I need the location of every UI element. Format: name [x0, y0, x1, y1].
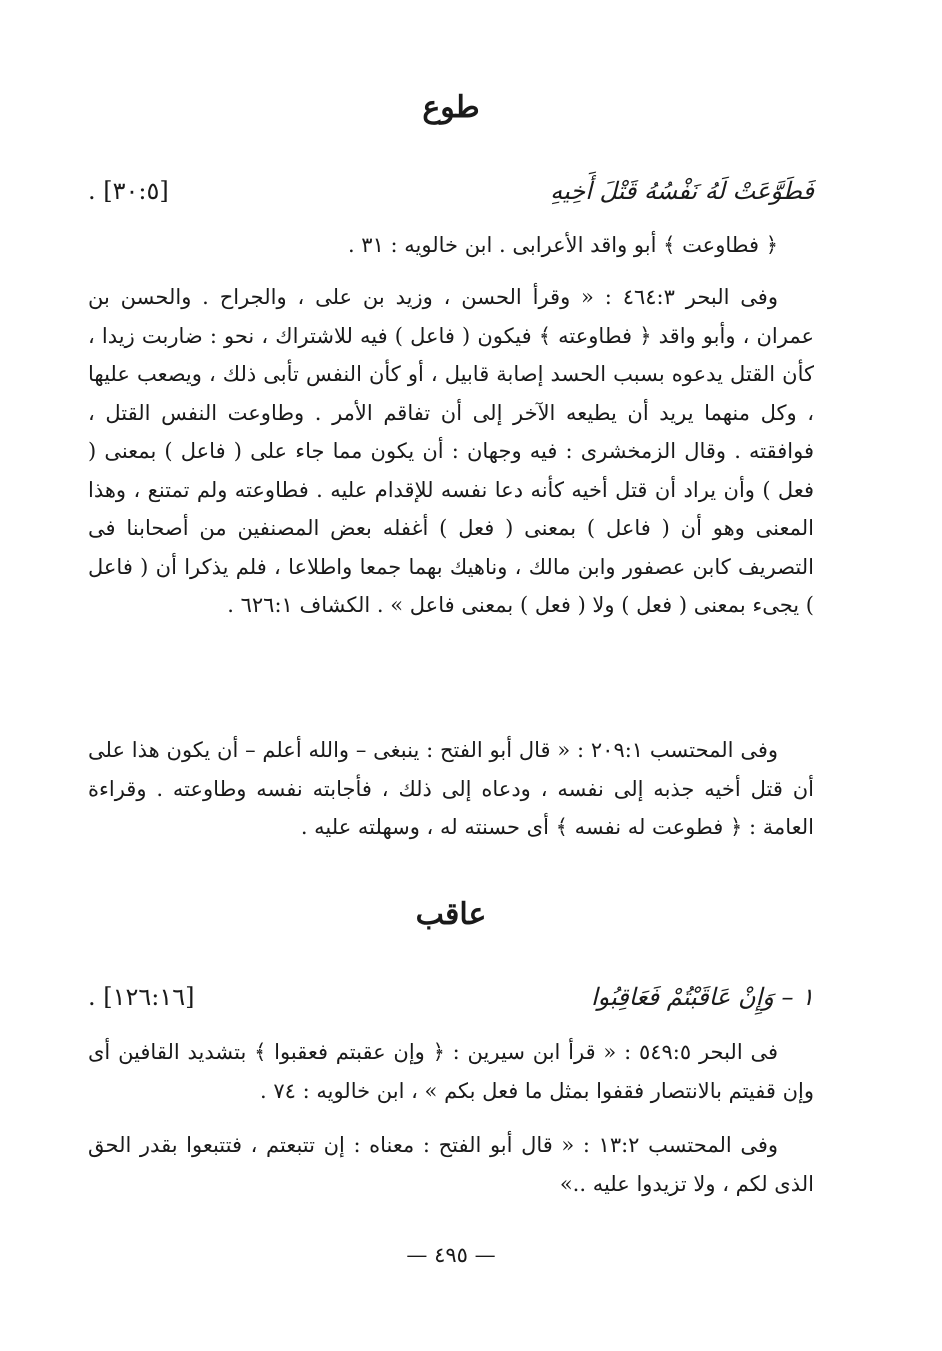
verse-line-1	[88, 171, 814, 211]
verse-reference: . [٣٠:٥]	[88, 177, 169, 205]
verse-reference: . [١٢٦:١٦]	[88, 983, 195, 1011]
section-heading-aqaba: عاقب	[415, 897, 487, 932]
paragraph-al-bahr-quote: وفى البحر ٤٦٤:٣ : « وقرأ الحسن ، وزيد بن على ، والجراح . والحسن بن عمران ، وأبو واقد ﴿ فطاوعته ﴾ فيكون ( فاعل ) فيه للاشتراك ، نحو : ضاربت زيدا ، كأن القتل يدعوه بسبب الحسد إصابة قابيل ، أو كأن النفس تأبى ذلك ، ويصعب عليها ، وكل منهما يريد أن يطيعه الآخر إلى أن تفاقم الأمر . وطاوعت النفس القتل ، فوافقته . وقال الزمخشرى : فيه وجهان : أن يكون مما جاء على ( فاعل ) بمعنى ( فعل ) وأن يراد أن قتل أخيه كأنه دعا نفسه للإقدام عليه . فطاوعته ولم تمتنع ، وهذا المعنى وهو أن ( فاعل ) بمعنى ( فعل ) أغفله بعض المصنفين من أصحابنا فى التصريف كابن عصفور وابن مالك ، وناهيك بهما جمعا واطلاعا ، فلم يذكرا أن ( فاعل ) يجىء بمعنى ( فعل ) ولا ( فعل ) بمعنى فاعل » . الكشاف ٦٢٦:١ .	[88, 285, 814, 617]
paragraph-al-bahr-ibn-sirin: فى البحر ٥٤٩:٥ : « قرأ ابن سيرين : ﴿ وإن عقبتم فعقبوا ﴾ بتشديد القافين أى وإن قفيتم بالانتصار فقفوا بمثل ما فعل بكم » ، ابن خالويه : ٧٤ .	[88, 1040, 814, 1103]
document-page	[88, 0, 814, 1351]
verse-line-2	[88, 977, 814, 1017]
page-number: — ٤٩٥ —	[406, 1243, 496, 1267]
paragraph-reading-ibn-khalawayh: ﴿ فطاوعت ﴾ أبو واقد الأعرابى . ابن خالويه : ٣١ .	[347, 233, 778, 257]
section-heading-tawa: طوع	[422, 90, 480, 125]
paragraph-al-muhtasab-quote: وفى المحتسب ٢٠٩:١ : « قال أبو الفتح : ينبغى – والله أعلم – أن يكون هذا على أن قتل أخيه جذبه إلى نفسه ، ودعاه إلى ذلك ، فأجابته نفسه وطاوعته . وقراءة العامة : ﴿ فطوعت له نفسه ﴾ أى حسنته له ، وسهلته عليه .	[88, 738, 814, 839]
quran-verse-text: ١ – وَإِنْ عَاقَبْتُمْ فَعَاقِبُوا	[591, 983, 814, 1011]
quran-verse-text: فَطَوَّعَتْ لَهُ نَفْسُهُ قَتْلَ أَخِيهِ	[550, 177, 814, 205]
paragraph-al-muhtasab-abu-al-fath: وفى المحتسب ١٣:٢ : « قال أبو الفتح : معناه : إن تتبعتم ، فتتبعوا بقدر الحق الذى لكم ، ولا تزيدوا عليه ..»	[88, 1133, 814, 1196]
